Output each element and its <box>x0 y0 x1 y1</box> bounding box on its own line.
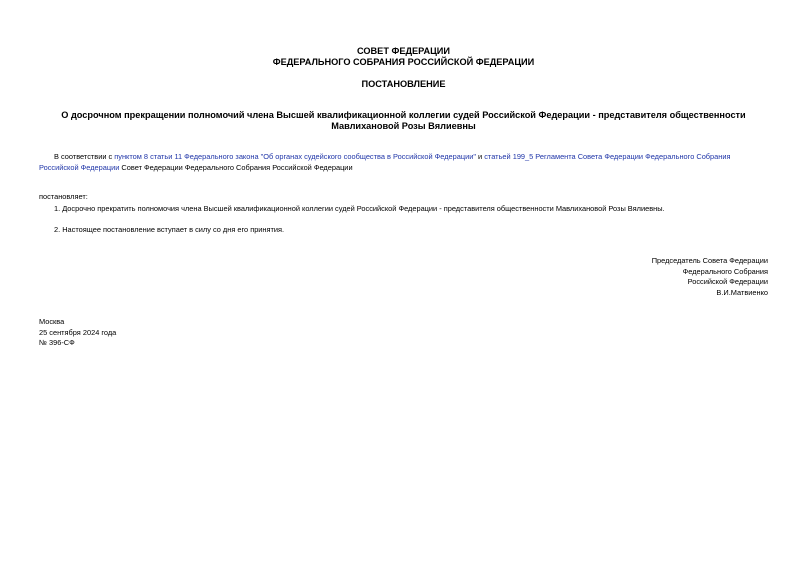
clause-2: 2. Настоящее постановление вступает в силу со дня его принятия. <box>54 225 285 234</box>
document-title-line-1: О досрочном прекращении полномочий члена Высшей квалификационной коллегии судей Российской Федерации - представителя общественности <box>61 110 746 120</box>
preamble <box>39 152 770 173</box>
law-article-link[interactable]: пунктом 8 статьи 11 Федерального закона "Об органах судейского сообщества в Российской Федерации" <box>114 152 476 161</box>
preamble-text-end: Совет Федерации Федерального Собрания Российской Федерации <box>119 162 353 172</box>
signature-position-line-1: Председатель Совета Федерации <box>651 256 768 265</box>
document-type: ПОСТАНОВЛЕНИЕ <box>361 79 446 89</box>
issuer-header-line-2: ФЕДЕРАЛЬНОГО СОБРАНИЯ РОССИЙСКОЙ ФЕДЕРАЦИИ <box>272 57 535 67</box>
place-of-signing: Москва <box>39 317 65 326</box>
clause-1: 1. Досрочно прекратить полномочия члена Высшей квалификационной коллегии судей Российской Федерации - представителя общественности Мавлихановой Розы Вялиевны. <box>54 204 665 213</box>
signature-block <box>652 256 768 299</box>
document-footer <box>39 317 116 349</box>
signature-position-line-3: Российской Федерации <box>687 277 768 287</box>
signature-position-line-2: Федерального Собрания <box>682 266 768 276</box>
regulation-article-link[interactable]: статьей 199_5 Регламента Совета Федерации Федерального Собрания Российской Федерации <box>39 152 731 172</box>
document-title <box>0 110 807 132</box>
issuer-header-line-1: СОВЕТ ФЕДЕРАЦИИ <box>357 46 450 56</box>
date-of-signing: 25 сентября 2024 года <box>39 327 117 337</box>
issuer-header <box>0 46 807 68</box>
resolves-label: постановляет: <box>39 192 88 201</box>
preamble-text-middle: и <box>475 152 485 161</box>
preamble-text-start: В соответствии с <box>54 152 115 161</box>
document-title-line-2: Мавлихановой Розы Вялиевны <box>331 121 476 131</box>
document-number: № 396-СФ <box>39 338 75 348</box>
signatory-name: В.И.Матвиенко <box>716 288 768 298</box>
